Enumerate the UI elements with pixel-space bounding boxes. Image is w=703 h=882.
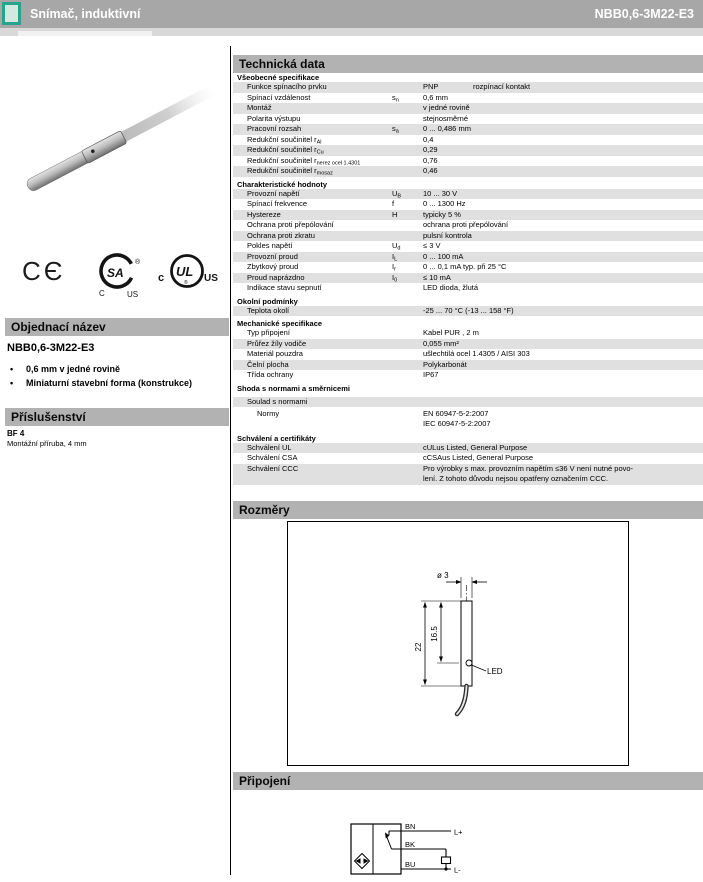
spec-label: Redukční součinitel $r_{mosaz}$ (247, 166, 333, 177)
csa-c-text: C (99, 289, 105, 298)
spec-value-line2: lení. Z tohoto důvodu nejsou opatřeny označením CCC. (423, 473, 609, 483)
spec-symbol: $I_L$ (392, 251, 398, 262)
spec-symbol: $U_d$ (392, 241, 401, 252)
spec-section-label: Charakteristické hodnoty (237, 179, 328, 189)
led-marker (466, 660, 472, 666)
spec-label: Polarita výstupu (247, 113, 301, 123)
spec-value: 0 ... 1300 Hz (423, 199, 466, 208)
spec-label: Provozní proud (247, 251, 298, 261)
spec-label: Proud naprázdno (247, 272, 305, 282)
spec-symbol: H (392, 209, 398, 219)
spec-value: cCSAus Listed, General Purpose (423, 453, 534, 462)
spec-value: IP67 (423, 370, 439, 379)
spec-value: 0,76 (423, 155, 438, 165)
spec-row (233, 231, 703, 242)
spec-label: Průřez žíly vodiče (247, 338, 307, 348)
spec-label: Montáž (247, 103, 272, 112)
spec-label: Třída ochrany (247, 370, 294, 379)
spec-value: stejnosměrné (423, 113, 469, 123)
ul-reg-mark: ® (184, 280, 188, 286)
spec-value: 0,6 mm (423, 92, 449, 102)
spec-section-label: Shoda s normami a směrnicemi (237, 383, 350, 393)
spec-label: Schválení CCC (247, 463, 299, 473)
length-label: 22 (414, 642, 423, 652)
spec-value: ochrana proti přepólování (423, 220, 509, 229)
ul-c-text: c (158, 272, 165, 284)
terminal-minus-label: L- (454, 865, 461, 875)
feature-item (10, 364, 192, 374)
spec-section-header (233, 294, 703, 306)
diameter-label: ø 3 (437, 571, 449, 580)
bullet-icon: • (10, 364, 14, 374)
sensor-outline (461, 601, 472, 686)
spec-row (233, 82, 703, 93)
ul-us-text: US (204, 273, 218, 284)
spec-value-line2: IEC 60947-5-2:2007 (423, 419, 491, 428)
sensor-sleeve (81, 131, 126, 164)
drawing-frame (288, 522, 629, 766)
spec-symbol: $U_B$ (392, 188, 402, 199)
product-photo (0, 45, 230, 225)
spec-label: Schválení UL (247, 442, 292, 452)
ordering-name-header (5, 318, 229, 336)
spec-label: Redukční součinitel $r_{Cu}$ (247, 145, 324, 156)
spec-symbol: $s_n$ (392, 92, 399, 103)
spec-row (233, 397, 703, 408)
led-label: LED (487, 667, 503, 676)
spec-row (233, 124, 703, 135)
spec-row (233, 252, 703, 263)
spec-row (233, 145, 703, 156)
spec-row (233, 93, 703, 104)
header-substrip-highlight (18, 31, 152, 36)
wire-bn-label: BN (405, 822, 416, 831)
spec-symbol: f (392, 199, 395, 208)
spec-symbol: $I_0$ (392, 272, 398, 283)
dimensions-header (233, 501, 703, 519)
spec-section-header (233, 316, 703, 328)
spec-value-secondary: rozpínací kontakt (473, 82, 531, 91)
spec-section-header (233, 431, 703, 443)
csa-us-text: US (127, 290, 139, 299)
spec-value: 0,46 (423, 166, 438, 175)
feature-text: Miniaturní stavební forma (konstrukce) (26, 378, 193, 388)
wire-bu-label: BU (405, 860, 416, 869)
column-divider (230, 46, 231, 875)
spec-row (233, 328, 703, 339)
spec-label: Typ připojení (247, 328, 290, 337)
spec-row (233, 156, 703, 167)
spec-label: Materiál pouzdra (247, 349, 303, 358)
spec-label: Ochrana proti přepólování (247, 220, 334, 229)
wiring-diagram (345, 818, 475, 880)
spec-label: Indikace stavu sepnutí (247, 283, 322, 292)
spec-label: Spínací vzdálenost (247, 92, 311, 102)
spec-row (233, 199, 703, 210)
spec-value: v jedné rovině (423, 103, 470, 112)
spec-label: Pokles napětí (247, 241, 293, 250)
spec-value: Polykarbonát (423, 359, 467, 369)
spec-row (233, 464, 703, 486)
spec-label: Čelní plocha (247, 359, 289, 369)
spec-label: Teplota okolí (247, 305, 290, 315)
spec-label: Zbytkový proud (247, 262, 299, 271)
spec-section-label: Všeobecné specifikace (237, 73, 320, 82)
csa-mark-icon (94, 251, 146, 299)
spec-section-label: Schválení a certifikáty (237, 433, 316, 443)
dimensions-header-label: Rozměry (239, 503, 290, 517)
spec-section-header (233, 381, 703, 393)
spec-value: EN 60947-5-2:2007 (423, 409, 489, 418)
dimension-drawing (287, 521, 629, 766)
terminal-plus-label: L+ (454, 827, 463, 837)
led-position-label: 16.5 (430, 626, 439, 642)
spec-label: Schválení CSA (247, 453, 298, 462)
spec-row (233, 360, 703, 371)
spec-value: 0 ... 0,486 mm (423, 124, 471, 133)
spec-value: Kabel PUR , 2 m (423, 328, 479, 337)
ce-glyph: CЄ (22, 256, 66, 286)
spec-row (233, 409, 703, 431)
csa-reg-mark: ® (135, 259, 141, 266)
spec-value: ≤ 10 mA (423, 272, 451, 282)
page-title: Snímač, induktivní (30, 7, 141, 21)
spec-row (233, 241, 703, 252)
spec-value: 0,055 mm² (423, 338, 459, 348)
spec-value: 0 ... 0,1 mA typ. při 25 °C (423, 262, 507, 271)
spec-row (233, 283, 703, 294)
accessories-header (5, 408, 229, 426)
spec-row (233, 166, 703, 177)
spec-value: 10 ... 30 V (423, 188, 458, 198)
spec-label: Pracovní rozsah (247, 124, 302, 133)
spec-label: Ochrana proti zkratu (247, 230, 315, 240)
spec-row (233, 349, 703, 360)
spec-value: ≤ 3 V (423, 241, 441, 250)
csa-inner-text: SA (107, 266, 124, 280)
spec-label: Redukční součinitel $r_{Al}$ (247, 134, 322, 145)
spec-row (233, 370, 703, 381)
connection-header (233, 772, 703, 790)
spec-row (233, 262, 703, 273)
spec-label: Redukční součinitel $r_{nerez ocel 1.4301}$ (247, 155, 361, 166)
spec-row (233, 220, 703, 231)
spec-row (233, 210, 703, 221)
accessory-description: Montážní příruba, 4 mm (7, 439, 87, 448)
spec-row (233, 453, 703, 464)
spec-row (233, 443, 703, 454)
accessory-name: BF 4 (7, 429, 25, 438)
product-name: NBB0,6-3M22-E3 (7, 342, 95, 354)
spec-value: PNP (423, 82, 439, 91)
spec-value: LED dioda, žlutá (423, 283, 479, 292)
spec-value: Pro výrobky s max. provozním napětím ≤36 V není nutné povo- (423, 463, 634, 473)
spec-label: Spínací frekvence (247, 199, 308, 208)
spec-label: Hystereze (247, 209, 281, 219)
spec-label: Funkce spínacího prvku (247, 82, 327, 91)
spec-value: 0 ... 100 mA (423, 251, 464, 261)
connection-header-label: Připojení (239, 774, 291, 788)
feature-text: 0,6 mm v jedné rovině (26, 364, 121, 374)
spec-label: Provozní napětí (247, 188, 300, 198)
bullet-icon: • (10, 378, 14, 388)
feature-list (10, 364, 192, 392)
technical-data-table (233, 70, 703, 485)
spec-section-header (233, 70, 703, 82)
product-code-header: NBB0,6-3M22-E3 (594, 7, 694, 21)
feature-item (10, 378, 192, 388)
spec-row (233, 103, 703, 114)
ordering-name-header-label: Objednací název (11, 320, 106, 334)
spec-row (233, 339, 703, 350)
spec-value: pulsní kontrola (423, 230, 472, 240)
spec-value: -25 ... 70 °C (-13 ... 158 °F) (423, 305, 514, 315)
spec-value: cULus Listed, General Purpose (423, 442, 528, 452)
spec-row (233, 306, 703, 317)
spec-label: Soulad s normami (247, 396, 308, 406)
spec-symbol: $s_a$ (392, 124, 399, 135)
ul-inner-text: UL (176, 264, 194, 279)
spec-row (233, 273, 703, 284)
spec-section-label: Mechanické specifikace (237, 319, 323, 328)
ul-mark-icon (156, 252, 220, 294)
spec-value: ušlechtilá ocel 1.4305 / AISI 303 (423, 349, 530, 358)
spec-symbol: $I_r$ (392, 262, 396, 273)
spec-value: 0,29 (423, 145, 438, 154)
spec-label: Normy (257, 409, 280, 418)
junction-dot (444, 867, 447, 870)
technical-data-header-label: Technická data (239, 57, 325, 71)
accessories-header-label: Příslušenství (11, 410, 86, 424)
spec-section-label: Okolní podmínky (237, 296, 298, 306)
brand-square-icon (2, 2, 21, 25)
ce-mark-icon (22, 254, 67, 288)
spec-row (233, 114, 703, 125)
wire-bk-label: BK (405, 840, 416, 849)
spec-value: typicky 5 % (423, 209, 461, 219)
spec-value: 0,4 (423, 134, 434, 144)
spec-row (233, 135, 703, 146)
spec-row (233, 189, 703, 200)
load-symbol (442, 857, 451, 864)
sensor-cable (112, 85, 215, 146)
